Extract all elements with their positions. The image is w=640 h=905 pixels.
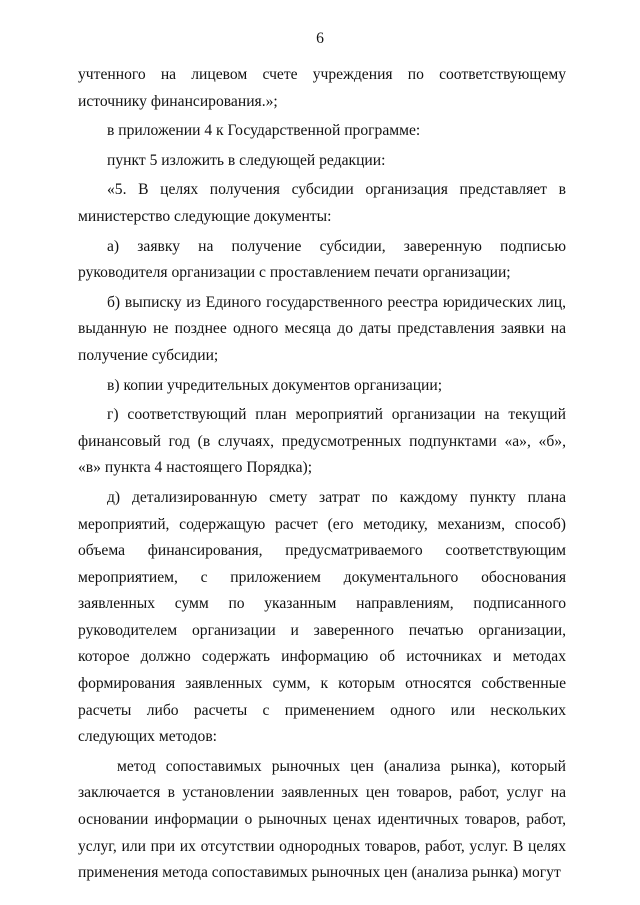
paragraph-item-b: б) выписку из Единого государственного реестра юридических лиц, выданную не позднее одного месяца до даты представления заявки на получение субсидии; xyxy=(78,293,566,364)
paragraph-method: метод сопоставимых рыночных цен (анализа рынка), который заключается в установлении заявленных цен товаров, работ, услуг на основании информации о рыночных ценах идентичных товаров, работ, услуг, или при их отсутствии однородных товаров, работ, услуг. В целях применения метода сопоставимых рыночных цен (анализа рынка) могут xyxy=(78,757,566,882)
paragraph-continuation: учтенного на лицевом счете учреждения по соответствующему источнику финансирования.»; xyxy=(78,66,566,110)
paragraph-appendix-4: в приложении 4 к Государственной программе: xyxy=(107,122,421,140)
paragraph-item-5-intro: пункт 5 изложить в следующей редакции: xyxy=(107,151,386,169)
paragraph-item-a: а) заявку на получение субсидии, заверенную подписью руководителя организации с проставлением печати организации; xyxy=(78,237,566,282)
paragraph-item-5: «5. В целях получения субсидии организация представляет в министерство следующие документы: xyxy=(78,181,566,225)
paragraph-item-v: в) копии учредительных документов организации; xyxy=(107,376,443,394)
page-number: 6 xyxy=(316,30,324,47)
document-body xyxy=(78,62,566,890)
paragraph-item-d: д) детализированную смету затрат по каждому пункту плана мероприятий, содержащую расчет (его методику, механизм, способ) объема финансирования, предусматриваемого соответствующим мероприятием, с приложением документального обоснования заявленных сумм по указанным направлениям, подписанного руководителем организации и заверенного печатью организации, которое должно содержать информацию об источниках и методах формирования заявленных сумм, к которым относятся собственные расчеты либо расчеты с применением одного или нескольких следующих методов: xyxy=(78,488,566,746)
paragraph-item-g: г) соответствующий план мероприятий организации на текущий финансовый год (в случаях, предусмотренных подпунктами «а», «б», «в» пункта 4 настоящего Порядка); xyxy=(78,406,566,477)
